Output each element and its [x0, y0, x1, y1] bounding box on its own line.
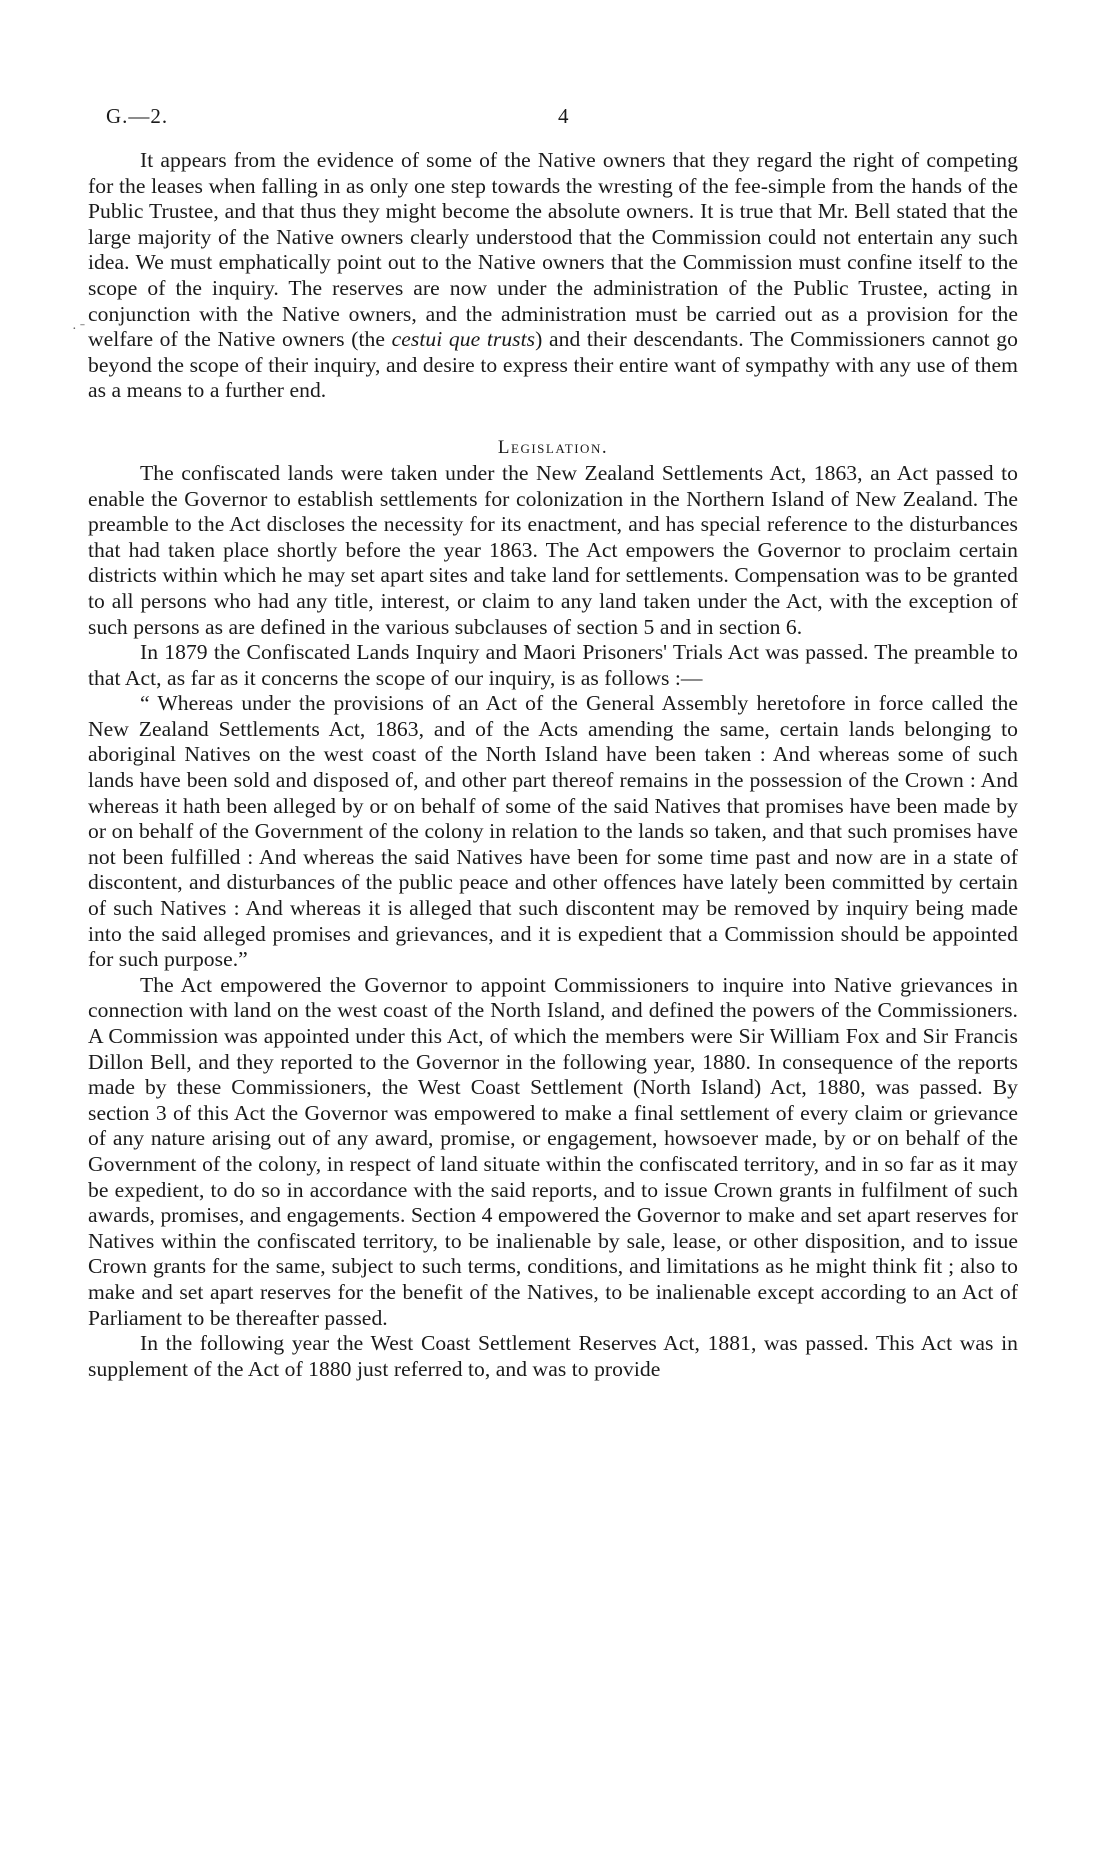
- page-number: 4: [558, 104, 569, 128]
- intro-text-before: It appears from the evidence of some of the Native owners that they regard the right of competing for the leases when falling in as only one step towards the wresting of the fee-simple from the hands of the Public Trustee, and that thus they might become the absolute owners. It is true that Mr. Bell stated that the large majority of the Native owners clearly understood that the Commission could not entertain any such idea. We must emphatically point out to the Native owners that the Commission must confine itself to the scope of the inquiry. The reserves are now under the administration of the Public Trustee, acting in conjunction with the Native owners, and the administration must be carried out as a provision for the welfare of the Native owners (the: [88, 148, 1018, 352]
- intro-text-after: ) and their descendants. The Commissioners cannot go beyond the scope of their inquiry, and desire to express their entire want of sympathy with any use of them as a means to a further end.: [88, 327, 1018, 403]
- page-header: [88, 104, 1018, 134]
- paragraph-preamble-quote: “ Whereas under the provisions of an Act of the General Assembly heretofore in force called the New Zealand Settlements Act, 1863, and of the Acts amending the same, certain lands belonging to aboriginal Natives on the west coast of the North Island have been taken : And whereas some of such lands have been sold and disposed of, and other part thereof remains in the possession of the Crown : And whereas it hath been alleged by or on behalf of some of the said Natives that promises have been made by or on behalf of the Government of the colony in relation to the lands so taken, and that such promises have not been fulfilled : And whereas the said Natives have been for some time past and now are in a state of discontent, and disturbances of the public peace and other offences have lately been committed by certain of such Natives : And whereas it is alleged that such discontent may be removed by inquiry being made into the said alleged promises and grievances, and it is expedient that a Commission should be appointed for such purpose.”: [88, 691, 1018, 972]
- paragraph-1879-act: In 1879 the Confiscated Lands Inquiry and Maori Prisoners' Trials Act was passed. The preamble to that Act, as far as it concerns the scope of our inquiry, is as follows :—: [88, 640, 1018, 690]
- document-page: [88, 104, 1018, 1382]
- margin-mark: · ˉ: [72, 322, 85, 337]
- paragraph-1881-act: In the following year the West Coast Settlement Reserves Act, 1881, was passed. This Act was in supplement of the Act of 1880 just referred to, and was to provide: [88, 1331, 1018, 1381]
- section-heading: Legislation.: [497, 436, 609, 458]
- intro-paragraph: [88, 148, 1018, 404]
- paragraph-settlements-act: The confiscated lands were taken under the New Zealand Settlements Act, 1863, an Act passed to enable the Governor to establish settlements for colonization in the Northern Island of New Zealand. The preamble to the Act discloses the necessity for its enactment, and has special reference to the disturbances that had taken place shortly before the year 1863. The Act empowers the Governor to proclaim certain districts within which he may set apart sites and take land for settlements. Compensation was to be granted to all persons who had any title, interest, or claim to any land taken under the Act, with the exception of such persons as are defined in the various subclauses of section 5 and in section 6.: [88, 460, 1018, 639]
- paragraph-commission: The Act empowered the Governor to appoint Commissioners to inquire into Native grievances in connection with land on the west coast of the North Island, and defined the powers of the Commissioners. A Commission was appointed under this Act, of which the members were Sir William Fox and Sir Francis Dillon Bell, and they reported to the Governor in the following year, 1880. In consequence of the reports made by these Commissioners, the West Coast Settlement (North Island) Act, 1880, was passed. By section 3 of this Act the Governor was empowered to make a final settlement of every claim or grievance of any nature arising out of any award, promise, or engagement, howsoever made, by or on behalf of the Government of the colony, in respect of land situate within the confiscated territory, and in so far as it may be expedient, to do so in accordance with the said reports, and to issue Crown grants in fulfilment of such awards, promises, and engagements. Section 4 empowered the Governor to make and set apart reserves for Natives within the confiscated territory, to be inalienable by sale, lease, or other disposition, and to issue Crown grants for the same, subject to such terms, conditions, and limitations as he might think fit ; also to make and set apart reserves for the benefit of the Natives, to be inalienable except according to an Act of Parliament to be thereafter passed.: [88, 972, 1018, 1330]
- intro-italic-term: cestui que trusts: [391, 327, 536, 352]
- document-reference: G.—2.: [106, 104, 169, 128]
